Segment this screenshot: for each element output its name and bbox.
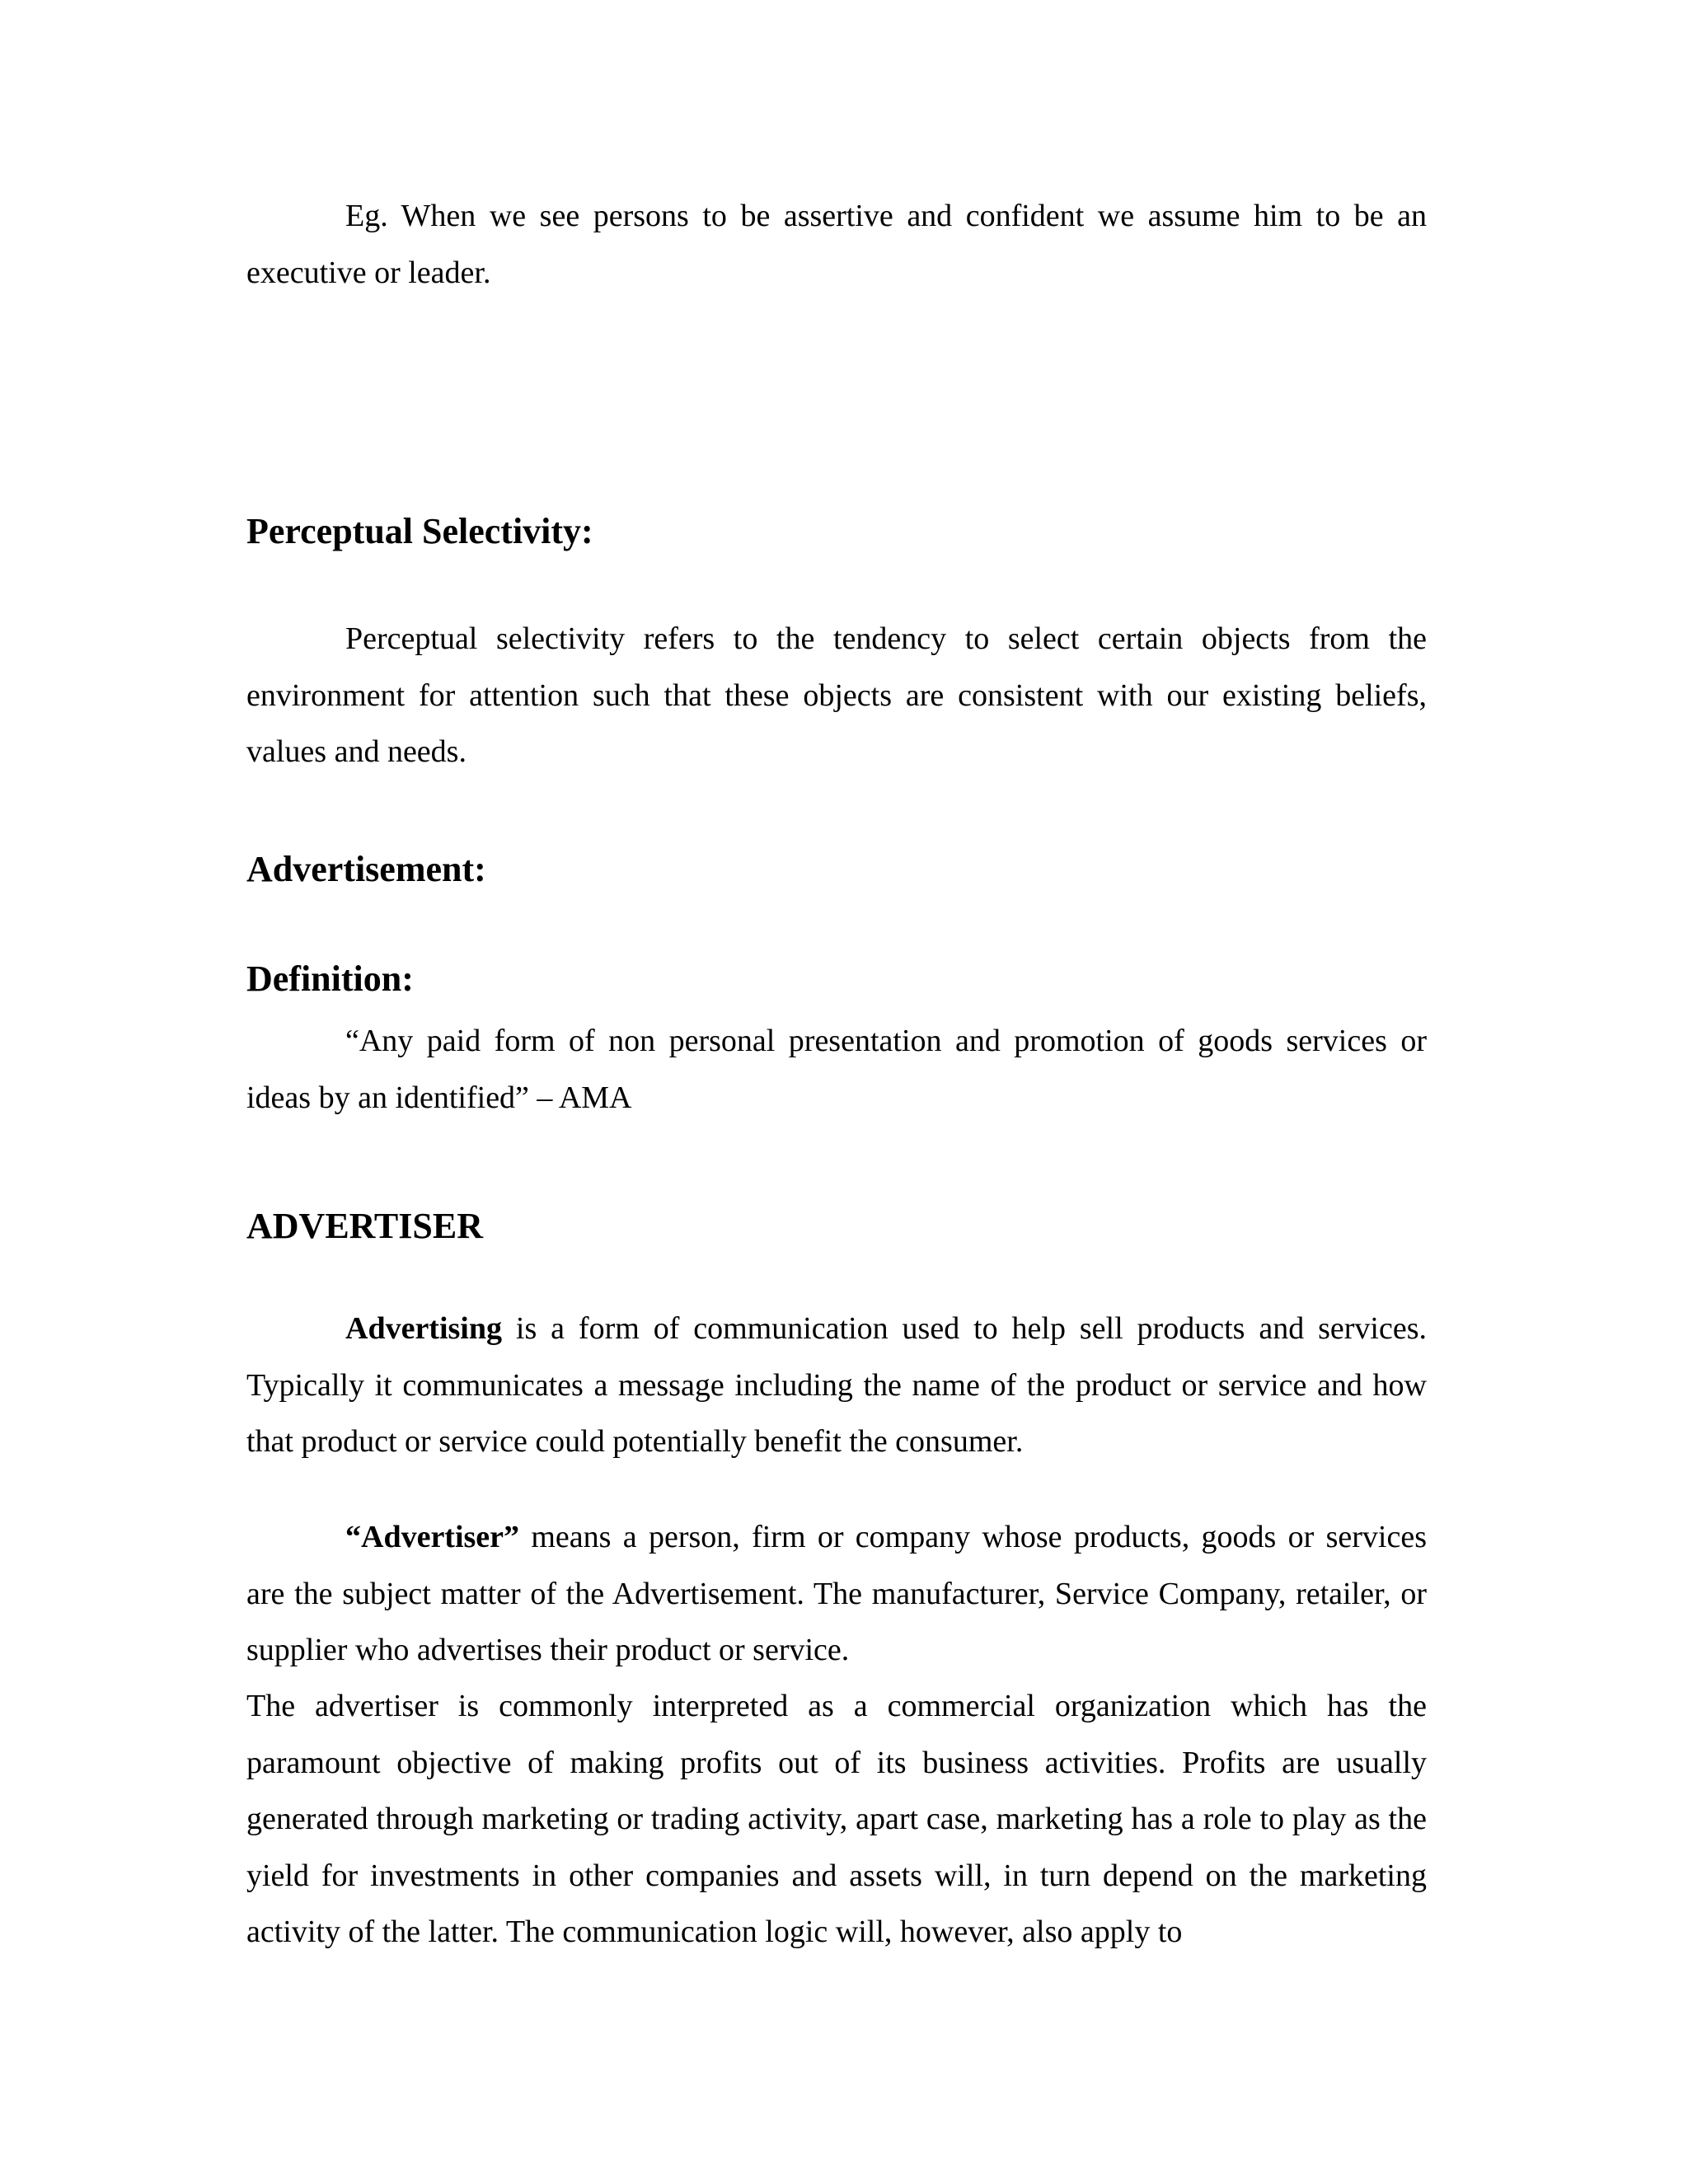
heading-advertisement: Advertisement: [246, 849, 486, 889]
perceptual-selectivity-paragraph: Perceptual selectivity refers to the tendency to select certain objects from the environment for attention such that these objects are consistent with our existing beliefs, values and needs. [246, 621, 1427, 769]
heading-advertiser: ADVERTISER [246, 1206, 483, 1246]
heading-perceptual-selectivity: Perceptual Selectivity: [246, 511, 593, 551]
advertising-term: Advertising [345, 1311, 502, 1346]
definition-paragraph: “Any paid form of non personal presentation and promotion of goods services or ideas by an identified” – AMA [246, 1024, 1427, 1115]
advertiser-definition-paragraph [246, 1509, 1427, 1679]
example-paragraph: Eg. When we see persons to be assertive and confident we assume him to be an executive or leader. [246, 199, 1427, 290]
advertising-paragraph [246, 1301, 1427, 1470]
advertiser-term: “Advertiser” [345, 1520, 520, 1554]
heading-definition: Definition: [246, 958, 414, 999]
advertising-description: is a form of communication used to help sell products and services. Typically it communicates a message including the name of the product or service and how that product or service could potentially benefit the consumer. [246, 1311, 1427, 1459]
commercial-organization-paragraph: The advertiser is commonly interpreted as a commercial organization which has the paramount objective of making profits out of its business activities. Profits are usually generated through marketing or trading activity, apart case, marketing has a role to play as the yield for investments in other companies and assets will, in turn depend on the marketing activity of the latter. The communication logic will, however, also apply to [246, 1689, 1427, 1949]
advertiser-description: means a person, firm or company whose products, goods or services are the subject matter of the Advertisement. The manufacturer, Service Company, retailer, or supplier who advertises their product or service. [246, 1520, 1427, 1667]
